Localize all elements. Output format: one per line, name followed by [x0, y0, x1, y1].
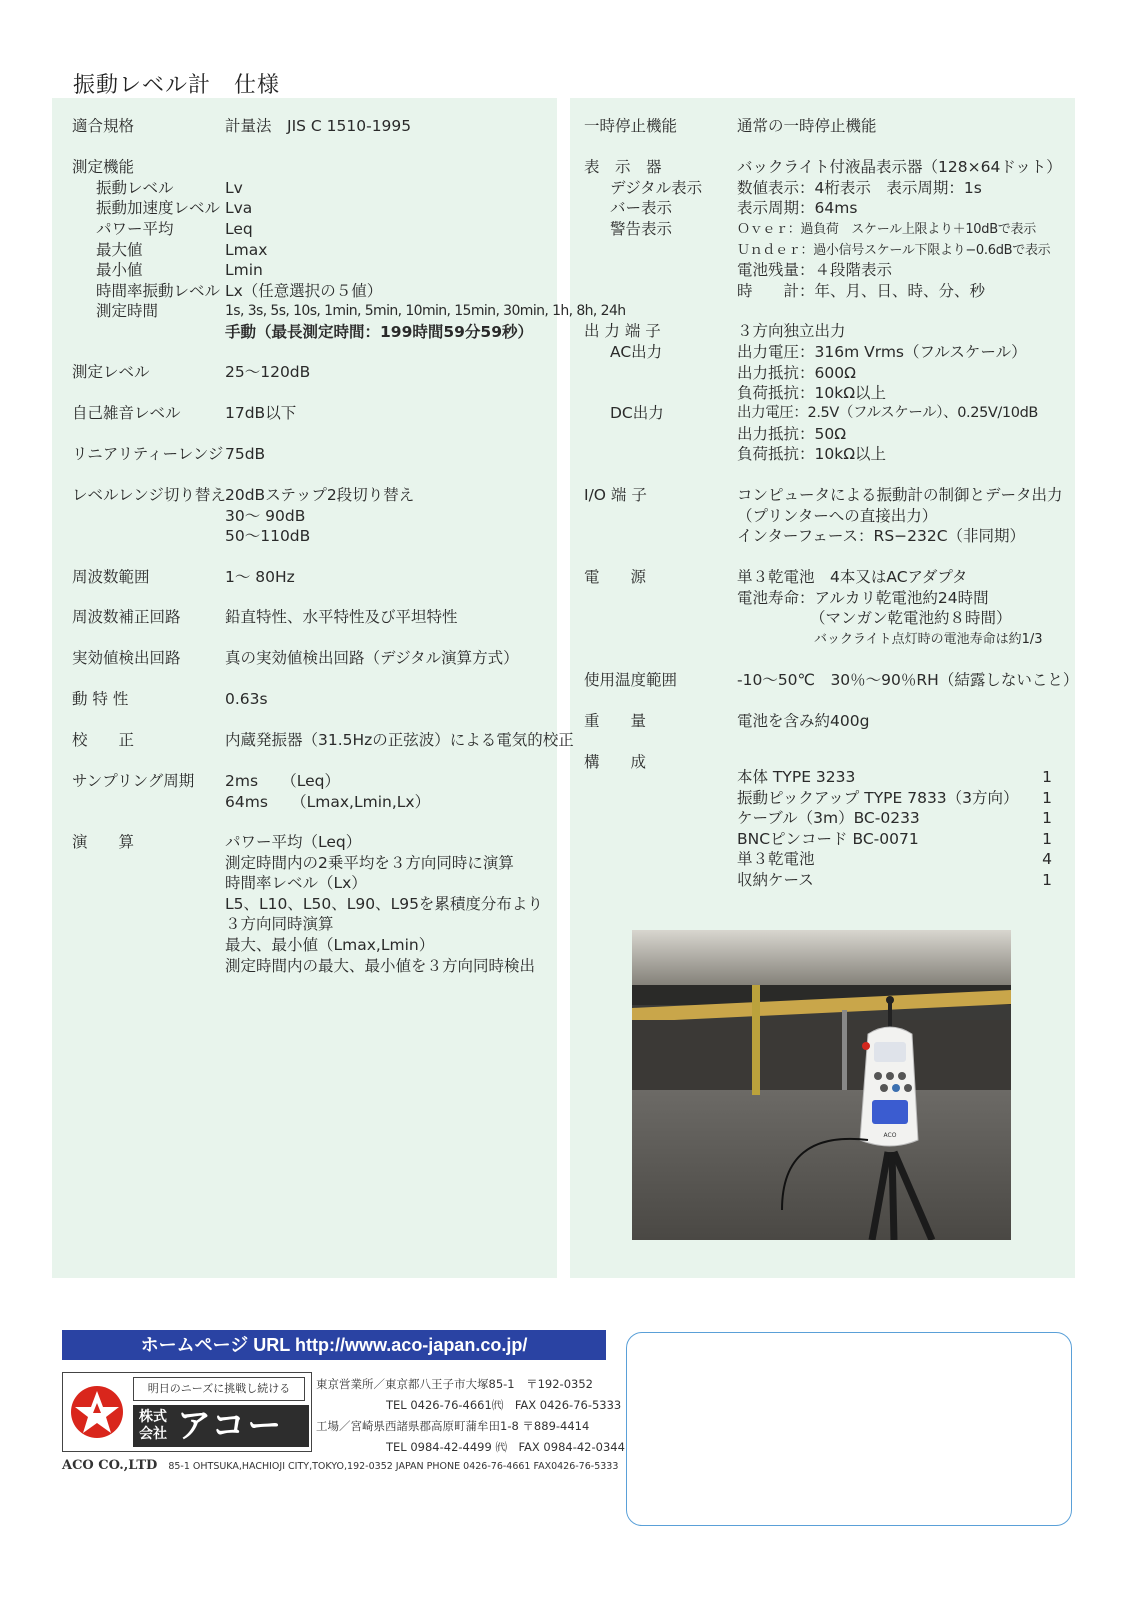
- company-address-line: TEL 0984-42-4499 ㈹ FAX 0984-42-0344: [386, 1440, 625, 1454]
- spec-value: L5、L10、L50、L90、L95を累積度分布より: [225, 894, 543, 913]
- spec-label: 実効値検出回路: [72, 649, 181, 667]
- component-name: BNCピンコード BC-0071: [737, 829, 919, 848]
- component-name: ケーブル（3m）BC-0233: [737, 809, 920, 828]
- spec-value: -10〜50℃ 30％〜90％RH（結露しないこと）: [737, 671, 1079, 689]
- product-photo: [632, 930, 1011, 1240]
- spec-label: 測定レベル: [72, 363, 150, 381]
- spec-value: Lmin: [225, 261, 263, 279]
- vibration-meter-photo: [632, 930, 1011, 1240]
- spec-value: 通常の一時停止機能: [737, 117, 877, 135]
- component-qty: 1: [1042, 871, 1052, 889]
- component-qty: 1: [1042, 768, 1052, 786]
- spec-value: 30〜 90dB: [225, 506, 306, 525]
- homepage-url-banner: ホームページ URL http://www.aco-japan.co.jp/: [62, 1330, 606, 1360]
- spec-value: 真の実効値検出回路（デジタル演算方式）: [225, 649, 519, 667]
- spec-label: 使用温度範囲: [584, 671, 678, 689]
- spec-label: 校 正: [72, 731, 135, 749]
- spec-value: 1〜 80Hz: [225, 568, 295, 586]
- spec-value: （プリンターへの直接出力）: [737, 506, 938, 525]
- spec-value: Lva: [225, 199, 253, 217]
- spec-value: 測定時間内の2乗平均を３方向同時に演算: [225, 853, 514, 872]
- spec-value: 出力電圧：2.5V（フルスケール）、0.25V/10dB: [737, 405, 1038, 421]
- spec-label: 動 特 性: [72, 690, 129, 708]
- spec-value: 電池を含み約400g: [737, 712, 870, 730]
- spec-label: 周波数補正回路: [72, 608, 181, 626]
- spec-label: デジタル表示: [610, 179, 703, 197]
- spec-label: 警告表示: [610, 220, 673, 238]
- spec-value: 単３乾電池 4本又はACアダプタ: [737, 568, 968, 586]
- dealer-stamp-box: [626, 1332, 1072, 1526]
- company-footer: [62, 1458, 618, 1473]
- spec-label: 周波数範囲: [72, 568, 150, 586]
- spec-label: 演 算: [72, 833, 135, 851]
- spec-label: AC出力: [610, 343, 663, 361]
- spec-label: I/O 端 子: [584, 486, 647, 504]
- spec-value: 最大、最小値（Lmax,Lmin）: [225, 936, 435, 954]
- spec-value: パワー平均（Leq）: [225, 833, 362, 851]
- spec-label: リニアリティーレンジ: [72, 445, 224, 463]
- spec-value: 測定時間内の最大、最小値を３方向同時検出: [225, 956, 536, 975]
- spec-value: 出力電圧：316m Vrms（フルスケール）: [737, 343, 1027, 361]
- company-name: アコー: [177, 1406, 284, 1446]
- spec-label: 最小値: [96, 261, 143, 279]
- spec-label: 振動レベル: [96, 179, 174, 197]
- spec-value: 2ms （Leq）: [225, 772, 341, 790]
- spec-label: 測定機能: [72, 158, 135, 176]
- component-name: 振動ピックアップ TYPE 7833（3方向）: [737, 788, 1019, 807]
- company-name-en: ACO CO.,LTD: [62, 1458, 158, 1473]
- component-qty: 4: [1042, 850, 1052, 869]
- page-title: 振動レベル計 仕様: [73, 73, 281, 98]
- spec-value: 25〜120dB: [225, 363, 311, 381]
- spec-label: 振動加速度レベル: [96, 199, 221, 217]
- spec-value: 75dB: [225, 445, 266, 463]
- aco-logo-icon: [63, 1373, 133, 1451]
- spec-value: 17dB以下: [225, 404, 297, 422]
- spec-value: 計量法 JIS C 1510-1995: [225, 117, 412, 135]
- spec-value: 20dBステップ2段切り替え: [225, 486, 415, 504]
- spec-label: DC出力: [610, 404, 664, 422]
- spec-value: 時間率レベル（Lx）: [225, 874, 367, 893]
- spec-value: 1s, 3s, 5s, 10s, 1min, 5min, 10min, 15min, 30min, 1h, 8h, 24h: [225, 303, 626, 319]
- spec-label: 構 成: [584, 753, 647, 771]
- spec-value: 表示周期：64ms: [737, 199, 858, 217]
- spec-label: 最大値: [96, 241, 143, 259]
- component-name: 収納ケース: [737, 871, 814, 889]
- spec-value: 鉛直特性、水平特性及び平坦特性: [225, 608, 458, 626]
- spec-label: サンプリング周期: [72, 772, 195, 790]
- spec-label: 出 力 端 子: [584, 322, 661, 340]
- device-brand: ACO: [883, 1132, 897, 1139]
- component-qty: 1: [1042, 829, 1052, 848]
- company-address-line: TEL 0426-76-4661㈹ FAX 0426-76-5333: [386, 1398, 622, 1412]
- spec-value: Leq: [225, 220, 253, 238]
- spec-value: Ｕｎｄｅｒ：過小信号スケール下限より−0.6dBで表示: [737, 242, 1051, 258]
- spec-label: バー表示: [610, 199, 673, 217]
- spec-value: 0.63s: [225, 690, 268, 708]
- spec-value: Lx（任意選択の５値）: [225, 282, 383, 300]
- component-qty: 1: [1042, 788, 1052, 807]
- company-logo: [62, 1372, 312, 1452]
- spec-label: 時間率振動レベル: [96, 282, 221, 300]
- company-address-en: 85-1 OHTSUKA,HACHIOJI CITY,TOKYO,192-0352 JAPAN PHONE 0426-76-4661 FAX0426-76-5333: [168, 1461, 619, 1472]
- spec-value: 負荷抵抗：10kΩ以上: [737, 445, 887, 464]
- spec-label: 表 示 器: [584, 158, 662, 176]
- spec-value: （マンガン乾電池約８時間）: [810, 609, 1012, 628]
- spec-label: 自己雑音レベル: [72, 404, 181, 422]
- spec-value: バックライト点灯時の電池寿命は約1/3: [814, 631, 1043, 647]
- spec-label: レベルレンジ切り替え: [72, 486, 226, 504]
- spec-label: 測定時間: [96, 302, 159, 320]
- component-name: 本体 TYPE 3233: [737, 768, 856, 786]
- spec-value: 50〜110dB: [225, 527, 311, 546]
- spec-value: 64ms （Lmax,Lmin,Lx）: [225, 792, 431, 811]
- spec-value: コンピュータによる振動計の制御とデータ出力: [737, 486, 1063, 504]
- spec-value: Ｏｖｅｒ：過負荷 スケール上限より＋10dBで表示: [737, 222, 1036, 237]
- company-slogan: 明日のニーズに挑戦し続ける: [133, 1377, 305, 1401]
- spec-value: バックライト付液晶表示器（128×64ドット）: [737, 158, 1062, 176]
- spec-value: 負荷抵抗：10kΩ以上: [737, 384, 887, 403]
- spec-value: ３方向独立出力: [737, 322, 846, 340]
- spec-value: Lmax: [225, 241, 268, 259]
- spec-value: 出力抵抗：50Ω: [737, 424, 847, 443]
- spec-value: 数値表示：4桁表示 表示周期：1s: [737, 179, 982, 197]
- component-name: 単３乾電池: [737, 850, 815, 869]
- spec-value: 電池寿命：アルカリ乾電池約24時間: [737, 588, 989, 607]
- spec-label: 適合規格: [72, 117, 135, 135]
- spec-value: Lv: [225, 179, 243, 197]
- company-kind: 株式会社: [139, 1409, 167, 1442]
- spec-label: 一時停止機能: [584, 117, 678, 135]
- spec-label: 電 源: [584, 568, 647, 586]
- component-qty: 1: [1042, 809, 1052, 828]
- spec-label: パワー平均: [96, 220, 174, 238]
- spec-value: インターフェース：RS−232C（非同期）: [737, 527, 1026, 546]
- spec-value: 内蔵発振器（31.5Hzの正弦波）による電気的校正: [225, 731, 574, 749]
- spec-value: 電池残量：４段階表示: [737, 261, 893, 280]
- spec-value: 手動（最長測定時間：199時間59分59秒）: [225, 322, 533, 341]
- spec-value: ３方向同時演算: [225, 915, 334, 934]
- spec-label: 重 量: [584, 712, 647, 730]
- spec-value: 時 計：年、月、日、時、分、秒: [737, 281, 986, 300]
- spec-value: 出力抵抗：600Ω: [737, 363, 856, 382]
- company-address-line: 東京営業所／東京都八王子市大塚85-1 〒192-0352: [316, 1377, 593, 1391]
- company-address-line: 工場／宮崎県西諸県郡高原町蒲牟田1-8 〒889-4414: [316, 1419, 590, 1433]
